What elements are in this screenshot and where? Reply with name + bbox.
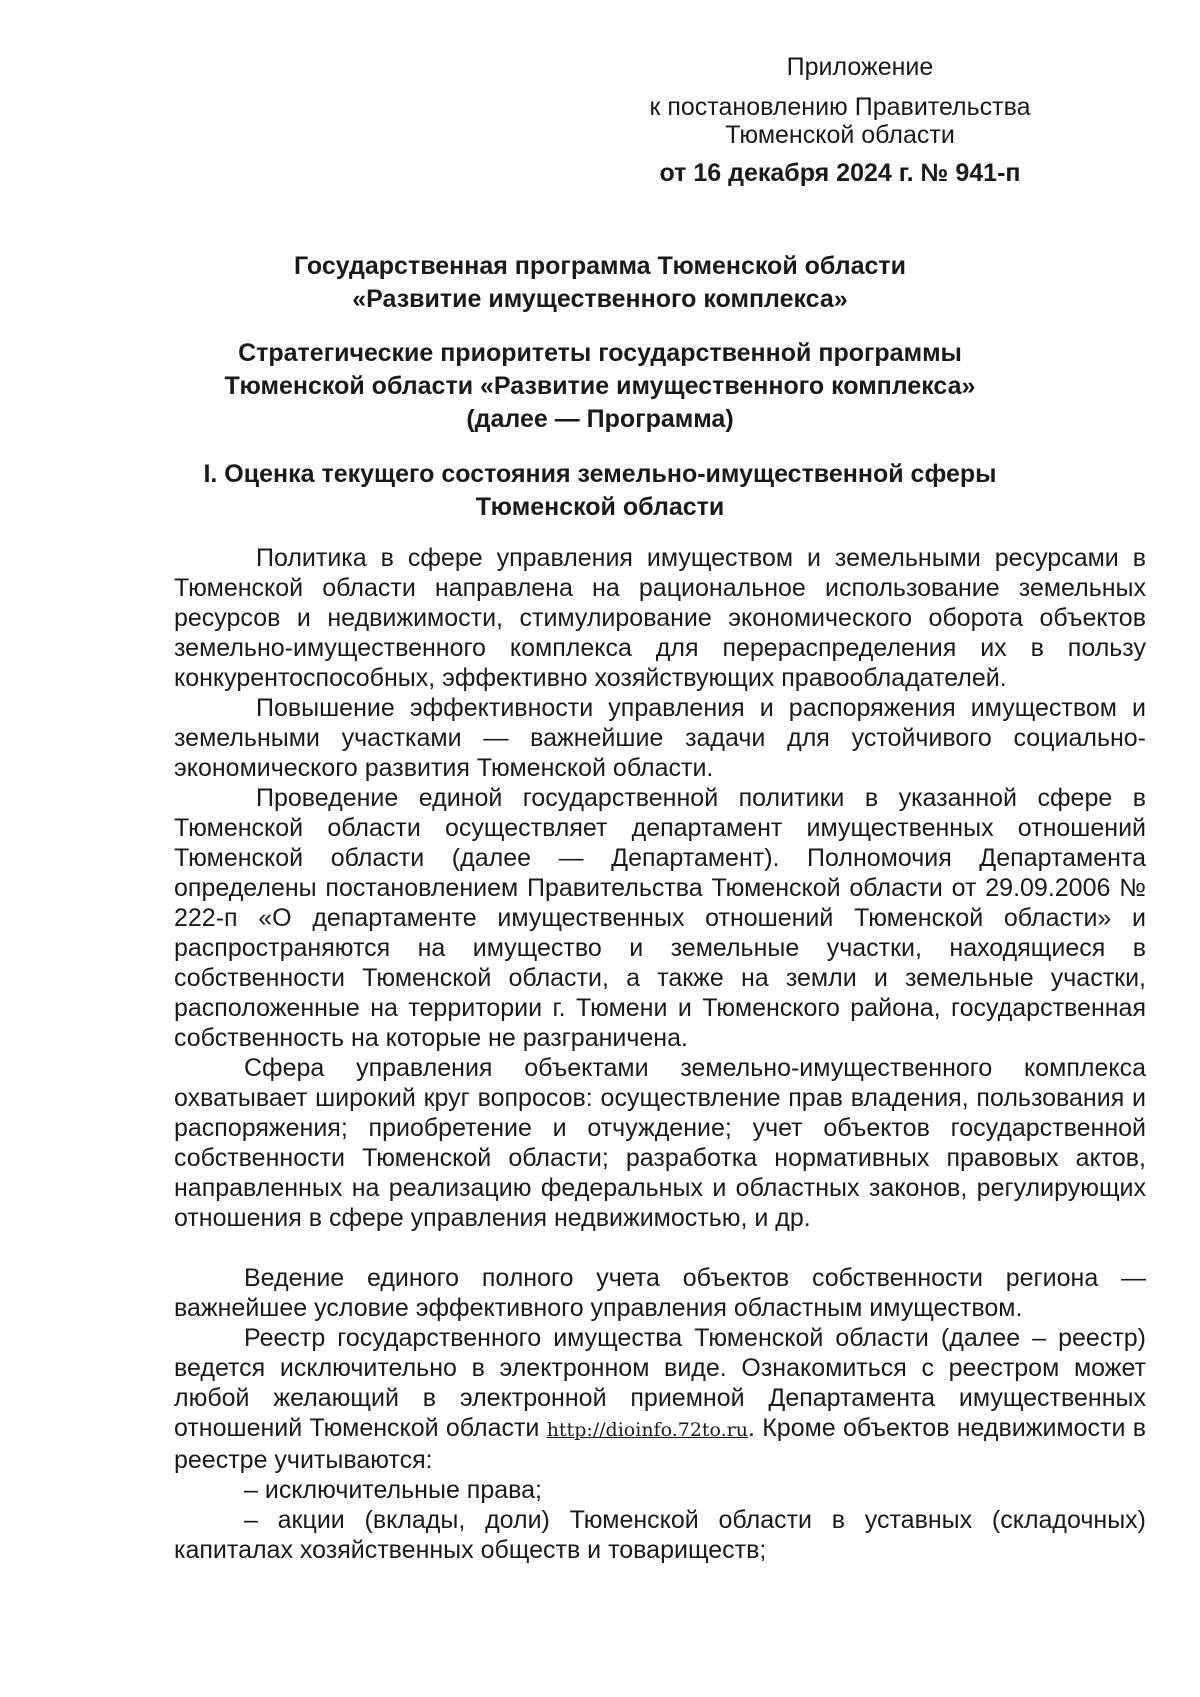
region-line: Тюменской области [725,121,955,149]
section-heading [150,458,1050,524]
list-item: – исключительные права; [244,1476,542,1504]
paragraph-scope: Сфера управления объектами земельно-имущественного комплекса охватывает широкий круг вопросов: осуществление прав владения, пользования и распоряжения; приобретение и отчуждение; учет объектов государственной собственности Тюменской области; разработка нормативных правовых актов, направленных на реализацию федеральных и областных законов, регулирующих отношения в сфере управления недвижимостью, и др. [174,1054,1146,1232]
paragraph-policy: Политика в сфере управления имуществом и земельными ресурсами в Тюменской области направлена на рациональное использование земельных ресурсов и недвижимости, стимулирование экономического оборота объектов земельно-имущественного комплекса для перераспределения их в пользу конкурентоспособных, эффективно хозяйствующих правообладателей. [174,544,1146,692]
priorities-title-line2: Тюменской области «Развитие имущественного комплекса» [224,372,976,400]
paragraph-efficiency: Повышение эффективности управления и распоряжения имуществом и земельными участками — важнейшие задачи для устойчивого социально-экономического развития Тюменской области. [174,694,1146,782]
registry-link[interactable]: http://dioinfo.72to.ru [546,1419,749,1441]
program-title-line2: «Развитие имущественного комплекса» [352,285,848,313]
date-number: от 16 декабря 2024 г. № 941-п [659,159,1021,187]
priorities-title-line1: Стратегические приоритеты государственной программы [238,339,962,367]
program-title-line1: Государственная программа Тюменской области [293,252,907,280]
resolution-line: к постановлению Правительства [649,93,1031,121]
section-heading-line2: Тюменской области [475,493,725,521]
paragraph-registry [174,1323,1146,1475]
priorities-title-line3: (далее — Программа) [466,405,734,433]
section-body [174,543,1146,1565]
registry-text-end: . Кроме объектов недвижимости в реестре учитываются: [174,1414,1147,1474]
paragraph-accounting: Ведение единого полного учета объектов собственности региона — важнейшее условие эффективного управления областным имуществом. [174,1264,1146,1322]
program-title [150,250,1050,316]
appendix-label: Приложение [786,53,934,81]
registry-text: Реестр государственного имущества Тюменской области (далее – реестр) ведется исключительно в электронном виде. Ознакомиться с реестром может любой желающий в электронной приемной Департамента имущественных отношений Тюменской области [174,1324,1146,1442]
paragraph-gap [174,1233,1146,1263]
list-item: – акции (вклады, доли) Тюменской области в уставных (складочных) капиталах хозяйственных обществ и товариществ; [174,1506,1146,1564]
priorities-title [150,337,1050,436]
section-heading-line1: I. Оценка текущего состояния земельно-имущественной сферы [203,460,997,488]
paragraph-department: Проведение единой государственной политики в указанной сфере в Тюменской области осуществляет департамент имущественных отношений Тюменской области (далее — Департамент). Полномочия Департамента определены постановлением Правительства Тюменской области от 29.09.2006 № 222-п «О департаменте имущественных отношений Тюменской области» и распространяются на имущество и земельные участки, находящиеся в собственности Тюменской области, а также на земли и земельные участки, расположенные на территории г. Тюмени и Тюменского района, государственная собственность на которые не разграничена. [174,784,1146,1052]
